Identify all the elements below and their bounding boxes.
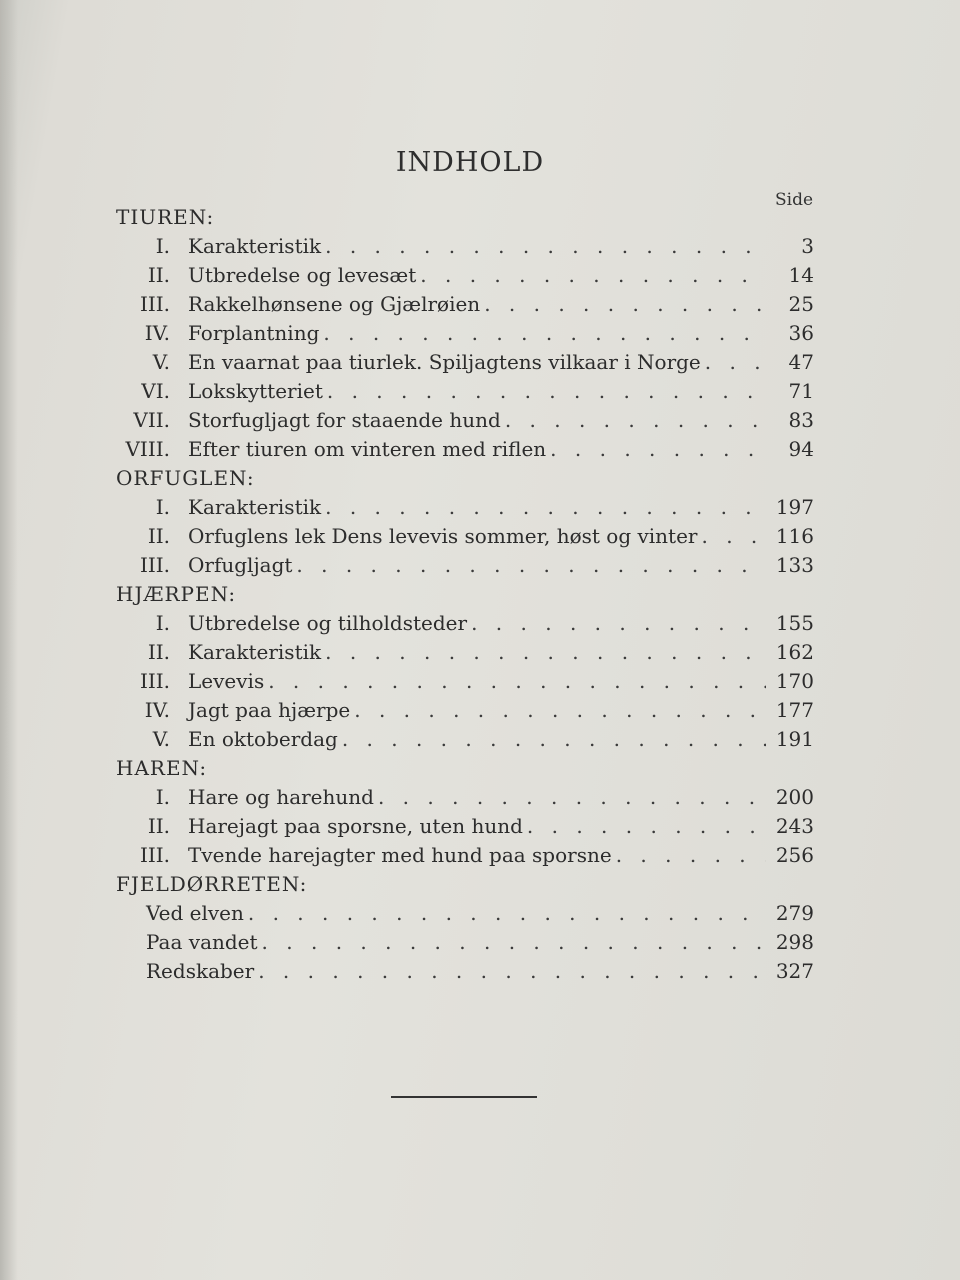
page-number: 116: [775, 524, 814, 548]
chapter-title: En vaarnat paa tiurlek. Spiljagtens vilkaar i Norge: [188, 350, 701, 374]
chapter-number: II.: [147, 524, 170, 548]
dot-leader: [420, 261, 766, 290]
toc-entry: [0, 638, 960, 667]
page-number: 71: [788, 379, 814, 403]
toc-entry: [0, 232, 960, 261]
chapter-title: Efter tiuren om vinteren med riflen: [188, 437, 547, 461]
chapter-title: Orfuglens lek Dens levevis sommer, høst og vinter: [188, 524, 698, 548]
section-heading: TIUREN:: [116, 205, 215, 229]
chapter-number: I.: [155, 495, 170, 519]
toc-entry: [0, 812, 960, 841]
chapter-title: Karakteristik: [188, 495, 322, 519]
toc-entry: [0, 725, 960, 754]
chapter-title: Rakkelhønsene og Gjælrøien: [188, 292, 481, 316]
chapter-title: Hare og harehund: [188, 785, 374, 809]
chapter-number: VI.: [141, 379, 170, 403]
chapter-number: I.: [155, 234, 170, 258]
dot-leader: [505, 406, 766, 435]
dot-leader: [616, 841, 766, 870]
chapter-title: Ved elven: [146, 901, 244, 925]
dot-leader: [527, 812, 766, 841]
page-number: 177: [775, 698, 814, 722]
side-column-label: Side: [775, 190, 814, 210]
dot-leader: [354, 696, 766, 725]
toc-entry: [0, 493, 960, 522]
chapter-number: III.: [139, 553, 170, 577]
toc-entry: [0, 551, 960, 580]
toc-entry: [0, 319, 960, 348]
page-number: 170: [775, 669, 814, 693]
page-number: 243: [775, 814, 814, 838]
toc-entry: [0, 783, 960, 812]
chapter-number: IV.: [144, 698, 170, 722]
chapter-number: I.: [155, 611, 170, 635]
chapter-title: En oktoberdag: [188, 727, 338, 751]
chapter-number: V.: [152, 350, 170, 374]
page-number: 191: [775, 727, 814, 751]
toc-entry: [0, 406, 960, 435]
dot-leader: [701, 522, 766, 551]
chapter-number: III.: [139, 669, 170, 693]
chapter-number: II.: [147, 263, 170, 287]
chapter-title: Utbredelse og tilholdsteder: [188, 611, 468, 635]
chapter-number: II.: [147, 640, 170, 664]
chapter-title: Paa vandet: [146, 930, 258, 954]
page-number: 162: [775, 640, 814, 664]
chapter-title: Levevis: [188, 669, 265, 693]
toc-entry: [0, 522, 960, 551]
toc-entry: [0, 899, 960, 928]
chapter-title: Forplantning: [188, 321, 320, 345]
page-number: 155: [775, 611, 814, 635]
toc-entry: [0, 290, 960, 319]
chapter-number: IV.: [144, 321, 170, 345]
chapter-number: III.: [139, 292, 170, 316]
chapter-title: Karakteristik: [188, 640, 322, 664]
chapter-number: VIII.: [125, 437, 170, 461]
chapter-number: VII.: [133, 408, 170, 432]
page-number: 47: [788, 350, 814, 374]
toc-entry: [0, 377, 960, 406]
chapter-title: Tvende harejagter med hund paa sporsne: [188, 843, 612, 867]
dot-leader: [258, 957, 766, 986]
dot-leader: [323, 319, 766, 348]
dot-leader: [325, 232, 766, 261]
dot-leader: [325, 493, 766, 522]
end-rule: [391, 1096, 537, 1098]
chapter-number: III.: [139, 843, 170, 867]
chapter-number: V.: [152, 727, 170, 751]
chapter-number: II.: [147, 814, 170, 838]
toc-entry: [0, 348, 960, 377]
page-number: 25: [788, 292, 814, 316]
table-of-contents: [0, 203, 960, 986]
page-number: 279: [775, 901, 814, 925]
page-number: 327: [775, 959, 814, 983]
page-number: 14: [788, 263, 814, 287]
dot-leader: [484, 290, 766, 319]
chapter-title: Lokskytteriet: [188, 379, 323, 403]
toc-entry: [0, 609, 960, 638]
section-heading: ORFUGLEN:: [116, 466, 255, 490]
dot-leader: [268, 667, 766, 696]
page-number: 94: [788, 437, 814, 461]
chapter-title: Storfugljagt for staaende hund: [188, 408, 501, 432]
toc-entry: [0, 928, 960, 957]
dot-leader: [378, 783, 766, 812]
chapter-title: Karakteristik: [188, 234, 322, 258]
page-number: 200: [775, 785, 814, 809]
page-number: 256: [775, 843, 814, 867]
section-heading: FJELDØRRETEN:: [116, 872, 308, 896]
chapter-title: Harejagt paa sporsne, uten hund: [188, 814, 523, 838]
toc-entry: [0, 261, 960, 290]
dot-leader: [705, 348, 766, 377]
dot-leader: [342, 725, 766, 754]
page-number: 133: [775, 553, 814, 577]
dot-leader: [550, 435, 766, 464]
dot-leader: [296, 551, 766, 580]
page-number: 197: [775, 495, 814, 519]
toc-entry: [0, 435, 960, 464]
chapter-title: Redskaber: [146, 959, 255, 983]
toc-entry: [0, 957, 960, 986]
chapter-title: Orfugljagt: [188, 553, 293, 577]
toc-entry: [0, 696, 960, 725]
dot-leader: [471, 609, 766, 638]
page-title: INDHOLD: [395, 147, 545, 178]
dot-leader: [248, 899, 766, 928]
toc-entry: [0, 667, 960, 696]
toc-entry: [0, 841, 960, 870]
page-number: 3: [801, 234, 814, 258]
dot-leader: [325, 638, 766, 667]
page-number: 83: [788, 408, 814, 432]
page-number: 298: [775, 930, 814, 954]
page-number: 36: [788, 321, 814, 345]
dot-leader: [327, 377, 766, 406]
chapter-title: Utbredelse og levesæt: [188, 263, 417, 287]
dot-leader: [262, 928, 766, 957]
chapter-title: Jagt paa hjærpe: [188, 698, 351, 722]
section-heading: HAREN:: [116, 756, 208, 780]
section-heading: HJÆRPEN:: [116, 582, 237, 606]
chapter-number: I.: [155, 785, 170, 809]
